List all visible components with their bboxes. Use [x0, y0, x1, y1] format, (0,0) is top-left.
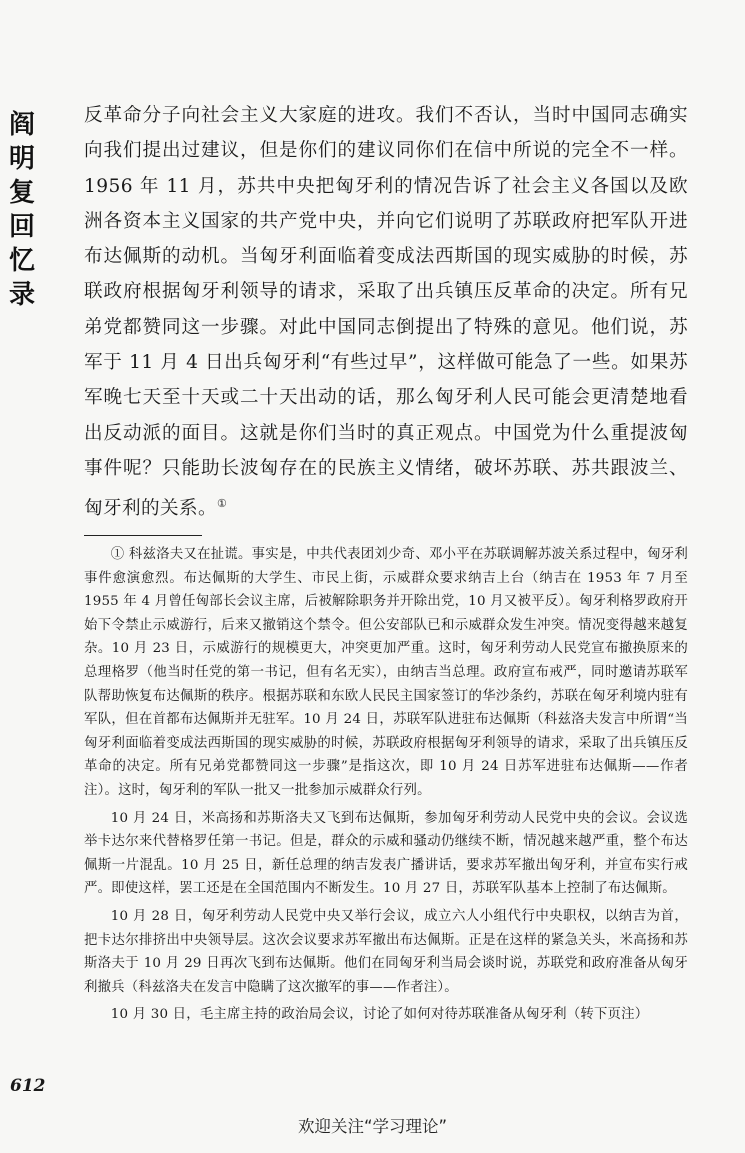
main-paragraph-text: 反革命分子向社会主义大家庭的进攻。我们不否认，当时中国同志确实向我们提出过建议，但是你们的建议同你们在信中所说的完全不一样。1956 年 11 月，苏共中央把匈牙利的情况告诉了社会主义各国以及欧洲各资本主义国家的共产党中央，并向它们说明了苏联政府把军队开进布达佩斯的动机。当匈牙利面临着变成法西斯国的现实威胁的时候，苏联政府根据匈牙利领导的请求，采取了出兵镇压反革命的决定。所有兄弟党都赞同这一步骤。对此中国同志倒提出了特殊的意见。他们说，苏军于 11 月 4 日出兵匈牙利“有些过早”，这样做可能急了一些。如果苏军晚七天至十天或二十天出动的话，那么匈牙利人民可能会更清楚地看出反动派的面目。这就是你们当时的真正观点。中国党为什么重提波匈事件呢？只能助长波匈存在的民族主义情绪，破坏苏联、苏共跟波兰、匈牙利的关系。	[84, 105, 688, 520]
footnotes-section	[84, 543, 688, 1031]
watermark-text: 欢迎关注“学习理论”	[297, 1117, 448, 1136]
title-char: 明	[8, 144, 35, 174]
title-char: 阎	[8, 110, 35, 140]
main-paragraph	[84, 98, 688, 527]
book-title-vertical	[4, 108, 40, 312]
footnote-paragraph: ① 科兹洛夫又在扯谎。事实是，中共代表团刘少奇、邓小平在苏联调解苏波关系过程中，匈牙利事件愈演愈烈。布达佩斯的大学生、市民上街，示威群众要求纳吉上台（纳吉在 1953 年 7 月至 1955 年 4 月曾任匈部长会议主席，后被解除职务并开除出党，10 月又被平反）。匈牙利格罗政府开始下令禁止示威游行，后来又撤销这个禁令。但公安部队已和示威群众发生冲突。情况变得越来越复杂。10 月 23 日，示威游行的规模更大，冲突更加严重。这时，匈牙利劳动人民党宣布撤换原来的总理格罗（他当时任党的第一书记，但有名无实），由纳吉当总理。政府宣布戒严，同时邀请苏联军队帮助恢复布达佩斯的秩序。根据苏联和东欧人民民主国家签订的华沙条约，苏联在匈牙利境内驻有军队，但在首都布达佩斯并无驻军。10 月 24 日，苏联军队进驻布达佩斯（科兹洛夫发言中所谓“当匈牙利面临着变成法西斯国的现实威胁的时候，苏联政府根据匈牙利领导的请求，采取了出兵镇压反革命的决定。所有兄弟党都赞同这一步骤”是指这次，即 10 月 24 日苏军进驻布达佩斯——作者注）。这时，匈牙利的军队一批又一批参加示威群众行列。	[84, 547, 688, 798]
page-number: 612	[10, 1076, 46, 1096]
footnote-divider	[84, 535, 202, 536]
title-char: 回	[8, 212, 35, 242]
title-char: 忆	[8, 246, 35, 276]
footnote-paragraph: 10 月 28 日，匈牙利劳动人民党中央又举行会议，成立六人小组代行中央职权，以纳吉为首，把卡达尔排挤出中央领导层。这次会议要求苏军撤出布达佩斯。正是在这样的紧急关头，米高扬和苏斯洛夫于 10 月 29 日再次飞到布达佩斯。他们在同匈牙利当局会谈时说，苏联党和政府准备从匈牙利撤兵（科兹洛夫在发言中隐瞒了这次撤军的事——作者注）。	[84, 908, 688, 995]
footnote-paragraph: 10 月 24 日，米高扬和苏斯洛夫又飞到布达佩斯，参加匈牙利劳动人民党中央的会议。会议选举卡达尔来代替格罗任第一书记。但是，群众的示威和骚动仍继续不断，情况越来越严重，整个布达佩斯一片混乱。10 月 25 日，新任总理的纳吉发表广播讲话，要求苏军撤出匈牙利，并宣布实行戒严。即使这样，罢工还是在全国范围内不断发生。10 月 27 日，苏联军队基本上控制了布达佩斯。	[84, 810, 688, 897]
title-char: 录	[8, 280, 35, 310]
footnote-reference[interactable]: ①	[216, 497, 228, 511]
footnote-paragraph: 10 月 30 日，毛主席主持的政治局会议，讨论了如何对待苏联准备从匈牙利（转下页注）	[110, 1007, 649, 1023]
title-char: 复	[8, 178, 35, 208]
